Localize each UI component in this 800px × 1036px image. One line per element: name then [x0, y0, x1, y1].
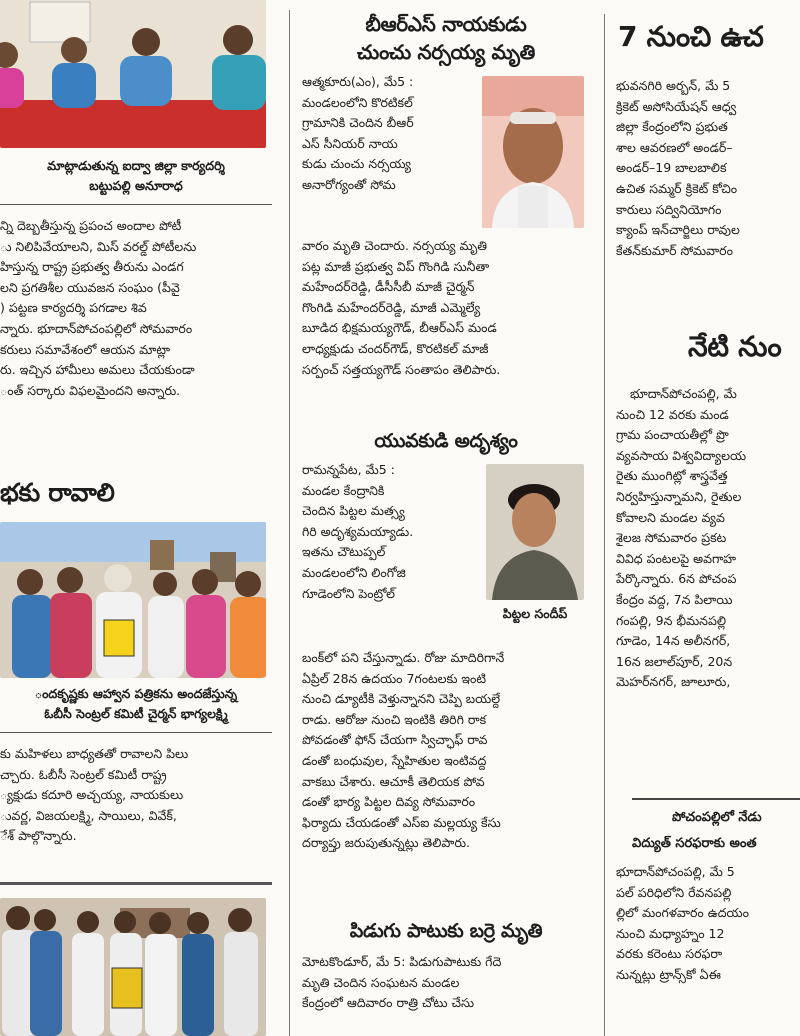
article-line: శాల ఆవరణలో అండర్– — [616, 139, 733, 155]
article-line: బూడిద భిక్షమయ్యగౌడ్, బీఆర్ఎస్ మండ — [302, 320, 497, 336]
left-column — [0, 0, 288, 1036]
article-line: దర్యాప్తు జరుపుతున్నట్లు తెలిపారు. — [302, 835, 471, 851]
article-line: కారులు సద్వినియోగం — [616, 201, 722, 217]
article-line: అనారోగ్యంతో సోమ — [302, 176, 396, 192]
article-line: పల్ పరిధిలోని రేవనపల్లి — [616, 884, 732, 900]
article-line: గూడెం, 14న అలీనగర్, — [616, 633, 731, 649]
article-line: మండల కేంద్రానికి — [302, 482, 385, 498]
article-line: నున్నట్లు ట్రాన్స్‌కో ఏఈ — [616, 966, 721, 982]
article-line: రు. ఇచ్చిన హామీలు అమలు చేయకుండా — [0, 362, 195, 378]
article-line: వారం మృతి చెందారు. నర్సయ్య మృతి — [302, 238, 487, 253]
article-line: ఉచిత సమ్మర్ క్రికెట్ కోచిం — [616, 180, 738, 196]
article-line: వాకబు చేశారు. ఆచూకీ తెలియక పోవ — [302, 773, 485, 789]
divider — [632, 798, 800, 800]
headline-from-today: నేటి నుం — [688, 330, 782, 363]
article-line: గొంగిడి మహేందర్‌రెడ్డి, మాజీ ఎమ్మెల్యే — [302, 299, 481, 315]
headline-free-coaching: 7 నుంచి ఉచ — [618, 20, 764, 53]
divider — [0, 732, 272, 733]
article-line: డంతో భార్య పిట్టల దివ్య సోమవారం — [302, 794, 476, 810]
article-power-cut — [616, 862, 800, 986]
group-photo — [0, 898, 266, 1036]
article-line: ల్లిలో మంగళవారం ఉదయం — [616, 905, 749, 921]
article-line: కు మహిళలు బాధ్యతతో రావాలని పిలు — [0, 746, 189, 761]
article-line: గూడెంలోని పెంట్రోల్ — [302, 585, 395, 601]
article-line: మోటకొండూర్, మే 5: పిడుగుపాటుకు గేదె — [302, 954, 502, 969]
article-line: వ్యవసాయ విశ్వవిద్యాలయ — [616, 447, 747, 463]
article-invitation — [0, 744, 268, 847]
article-line: వివిధ పంటలపై అవగాహ — [616, 550, 737, 566]
article-line: మహేందర్‌రెడ్డి, డీసీసీబీ మాజీ చైర్మన్ — [302, 279, 475, 295]
article-line: మెహర్‌నగర్, జూలూరు, — [616, 674, 731, 690]
article-line: ్యక్షుడు కదూరి అచ్చయ్య, నాయకులు — [0, 787, 184, 803]
article-line: శైలజ సోమవారం ప్రకట — [616, 530, 727, 546]
column-divider — [604, 14, 605, 1036]
article-line: పట్ల మాజీ ప్రభుత్వ విప్ గొంగిడి సునీతా — [302, 258, 490, 274]
article-line: నుంచి మధ్యాహ్నం 12 — [616, 925, 725, 941]
article-line: క్యాంప్ ఇన్‌చార్జిలు రావుల — [616, 222, 740, 238]
article-line: ఆత్మకూరు(ఎం), మే5 : — [302, 74, 414, 89]
article-line: గిరి అదృశ్యమయ్యాడు. — [302, 523, 414, 539]
article-line: కోవాలని మండల వ్యవ — [616, 509, 725, 525]
article-line: నుంచి డ్యూటీకి వెళ్తున్నానని చెప్పి బయల్దే — [302, 691, 501, 707]
article-line: వరకు కరెంటు సరఫరా — [616, 946, 723, 962]
article-line: నుంచి 12 వరకు మండ — [616, 406, 729, 422]
article-line: రైతు ముంగిట్లో శాస్త్రవేత్త — [616, 468, 728, 484]
column-divider — [289, 10, 290, 1036]
article-line: భూదాన్‌పోచంపల్లి, మే 5 — [616, 864, 735, 879]
article-line: ంత్ సర్కారు విఫలమైందని అన్నారు. — [0, 382, 181, 398]
article-line: ఏప్రిల్ 28న ఉదయం 7గంటలకు ఇంటి — [302, 670, 486, 686]
middle-column — [296, 0, 596, 1036]
article-youth-intro — [302, 460, 478, 604]
headline-sabha: భకు రావాలి — [0, 478, 115, 507]
article-line: కేంద్రం వద్ద, 7న పిలాయి — [616, 591, 733, 607]
headline-brs-leader: బీఆర్ఎస్ నాయకుడు — [365, 12, 527, 36]
photo2-caption: ందకృష్ణకు ఆహ్వాన పత్రికను అందజేస్తున్న — [34, 686, 238, 701]
article-line: ఫిర్యాదు చేయడంతో ఎస్ఐ మల్లయ్య కేసు — [302, 814, 501, 830]
article-line: ఎస్ సీనియర్ నాయ — [302, 135, 398, 151]
article-line: మండలంలోని లింగోజి — [302, 564, 406, 580]
article-beauty-pageant — [0, 216, 268, 401]
sandeep-photo-caption: పిట్టల సందీప్ — [502, 606, 568, 621]
article-line: రామన్నపేట, మే5 : — [302, 462, 395, 477]
article-line: లని ప్రగతిశీల యువజన సంఘం (పీవై — [0, 279, 180, 295]
article-narsaiah-body — [302, 236, 590, 380]
article-line: ఇతను చౌటుప్పల్ — [302, 544, 386, 560]
right-column — [612, 0, 800, 1036]
article-cricket-camp — [616, 76, 800, 261]
ladies-meeting-photo — [0, 0, 266, 148]
photo1-caption-name: బట్టుపల్లి అనూరాధ — [89, 178, 183, 193]
article-line: 16న జలాల్‌పూర్, 20న — [616, 653, 733, 669]
article-line: గ్రామానికి చెందిన బీఆర్ — [302, 115, 414, 131]
article-line: కేతన్‌కుమార్ సోమవారం — [616, 242, 733, 258]
article-line: గంపల్లి, 9న భీమనపల్లి — [616, 612, 727, 628]
article-line: మృతి చెందిన సంఘటన మండల — [302, 974, 460, 990]
sandeep-photo — [486, 464, 584, 600]
article-line: పోవడంతో ఫోన్ చేయగా స్విచ్ఛాఫ్ రావ — [302, 732, 488, 748]
article-line: న్ని దెబ్బతీస్తున్న ప్రపంచ అందాల పోటీ — [0, 218, 182, 233]
article-line: కుడు చుంచు నర్సయ్య — [302, 156, 412, 172]
article-line: బంక్‌లో పని చేస్తున్నాడు. రోజు మాదిరిగానే — [302, 650, 505, 665]
article-line: అండర్–19 బాలబాలిక — [616, 160, 727, 176]
headline-buffalo-death: పిడుగు పాటుకు బర్రె మృతి — [349, 920, 543, 942]
article-line: మండలంలోని కొరటికల్ — [302, 94, 413, 110]
invitation-photo — [0, 522, 266, 678]
article-line: క్రికెట్ అసోసియేషన్ ఆధ్వ — [616, 98, 737, 114]
article-youth-body — [302, 648, 590, 854]
article-line: భువనగిరి అర్బన్, మే 5 — [616, 78, 731, 93]
photo2-caption-name: ఓబీసీ సెంట్రల్ కమిటీ చైర్మన్ భాగ్యలక్ష్మి — [44, 706, 228, 721]
divider — [0, 882, 272, 885]
subhead-power-cut: విద్యుత్ సరఫరాకు అంత — [632, 836, 757, 851]
article-farm-visits — [616, 384, 800, 693]
narsaiah-photo — [482, 76, 584, 228]
article-buffalo — [302, 952, 590, 1014]
subhead-pochampalli: పోచంపల్లిలో నేడు — [672, 810, 762, 825]
article-line: భూదాన్‌పోచంపల్లి, మే — [630, 386, 737, 401]
article-line: హిస్తున్న రాష్ట్ర ప్రభుత్వ తీరును ఎండగ — [0, 259, 184, 275]
article-line: నిర్వహిస్తున్నామని, రైతుల — [616, 488, 742, 504]
article-line: సర్పంచ్ సత్తయ్యగౌడ్ సంతాపం తెలిపారు. — [302, 361, 501, 377]
article-line: న్నారు. భూదాన్‌పోచంపల్లిలో సోమవారం — [0, 320, 193, 336]
divider — [0, 204, 272, 205]
article-line: ేశ్ పాల్గొన్నారు. — [0, 828, 77, 844]
headline-brs-leader-death: చుంచు నర్సయ్య మృతి — [357, 40, 535, 64]
article-line: డంతో బంధువుల, స్నేహితుల ఇంటివద్ద — [302, 752, 487, 768]
article-line: చెందిన పిట్టల మత్స్య — [302, 503, 405, 519]
article-line: ువర్ణ, విజయలక్ష్మి, సాయిలు, వివేక్, — [0, 807, 177, 823]
article-line: ు నిలిపివేయాలని, మిస్ వరల్డ్ పోటీలను — [0, 238, 197, 254]
article-line: పేర్కొన్నారు. 6న పోచంప — [616, 571, 737, 587]
article-line: ) పట్టణ కార్యదర్శి పగడాల శివ — [0, 300, 147, 316]
headline-youth-missing: యువకుడి అదృశ్యం — [374, 430, 518, 452]
photo1-caption: మాట్లాడుతున్న ఐద్వా జిల్లా కార్యదర్శి — [47, 158, 225, 173]
article-narsaiah-intro — [302, 72, 474, 196]
article-line: గ్రామ పంచాయతీల్లో ప్రొ — [616, 427, 729, 443]
article-line: రాడు. ఆరోజు నుంచి ఇంటికి తిరిగి రాక — [302, 711, 487, 727]
article-line: కేంద్రంలో ఆదివారం రాత్రి చోటు చేసు — [302, 995, 475, 1011]
article-line: చ్చారు. ఓబీసీ సెంట్రల్ కమిటీ రాష్ట్ర — [0, 766, 167, 782]
article-line: జిల్లా కేంద్రంలోని ప్రభుత — [616, 119, 728, 135]
article-line: కరులు సమావేశంలో ఆయన మాట్లా — [0, 341, 171, 357]
article-line: లాధ్యక్షుడు చందర్‌గౌడ్, కొరటికల్ మాజీ — [302, 340, 489, 356]
